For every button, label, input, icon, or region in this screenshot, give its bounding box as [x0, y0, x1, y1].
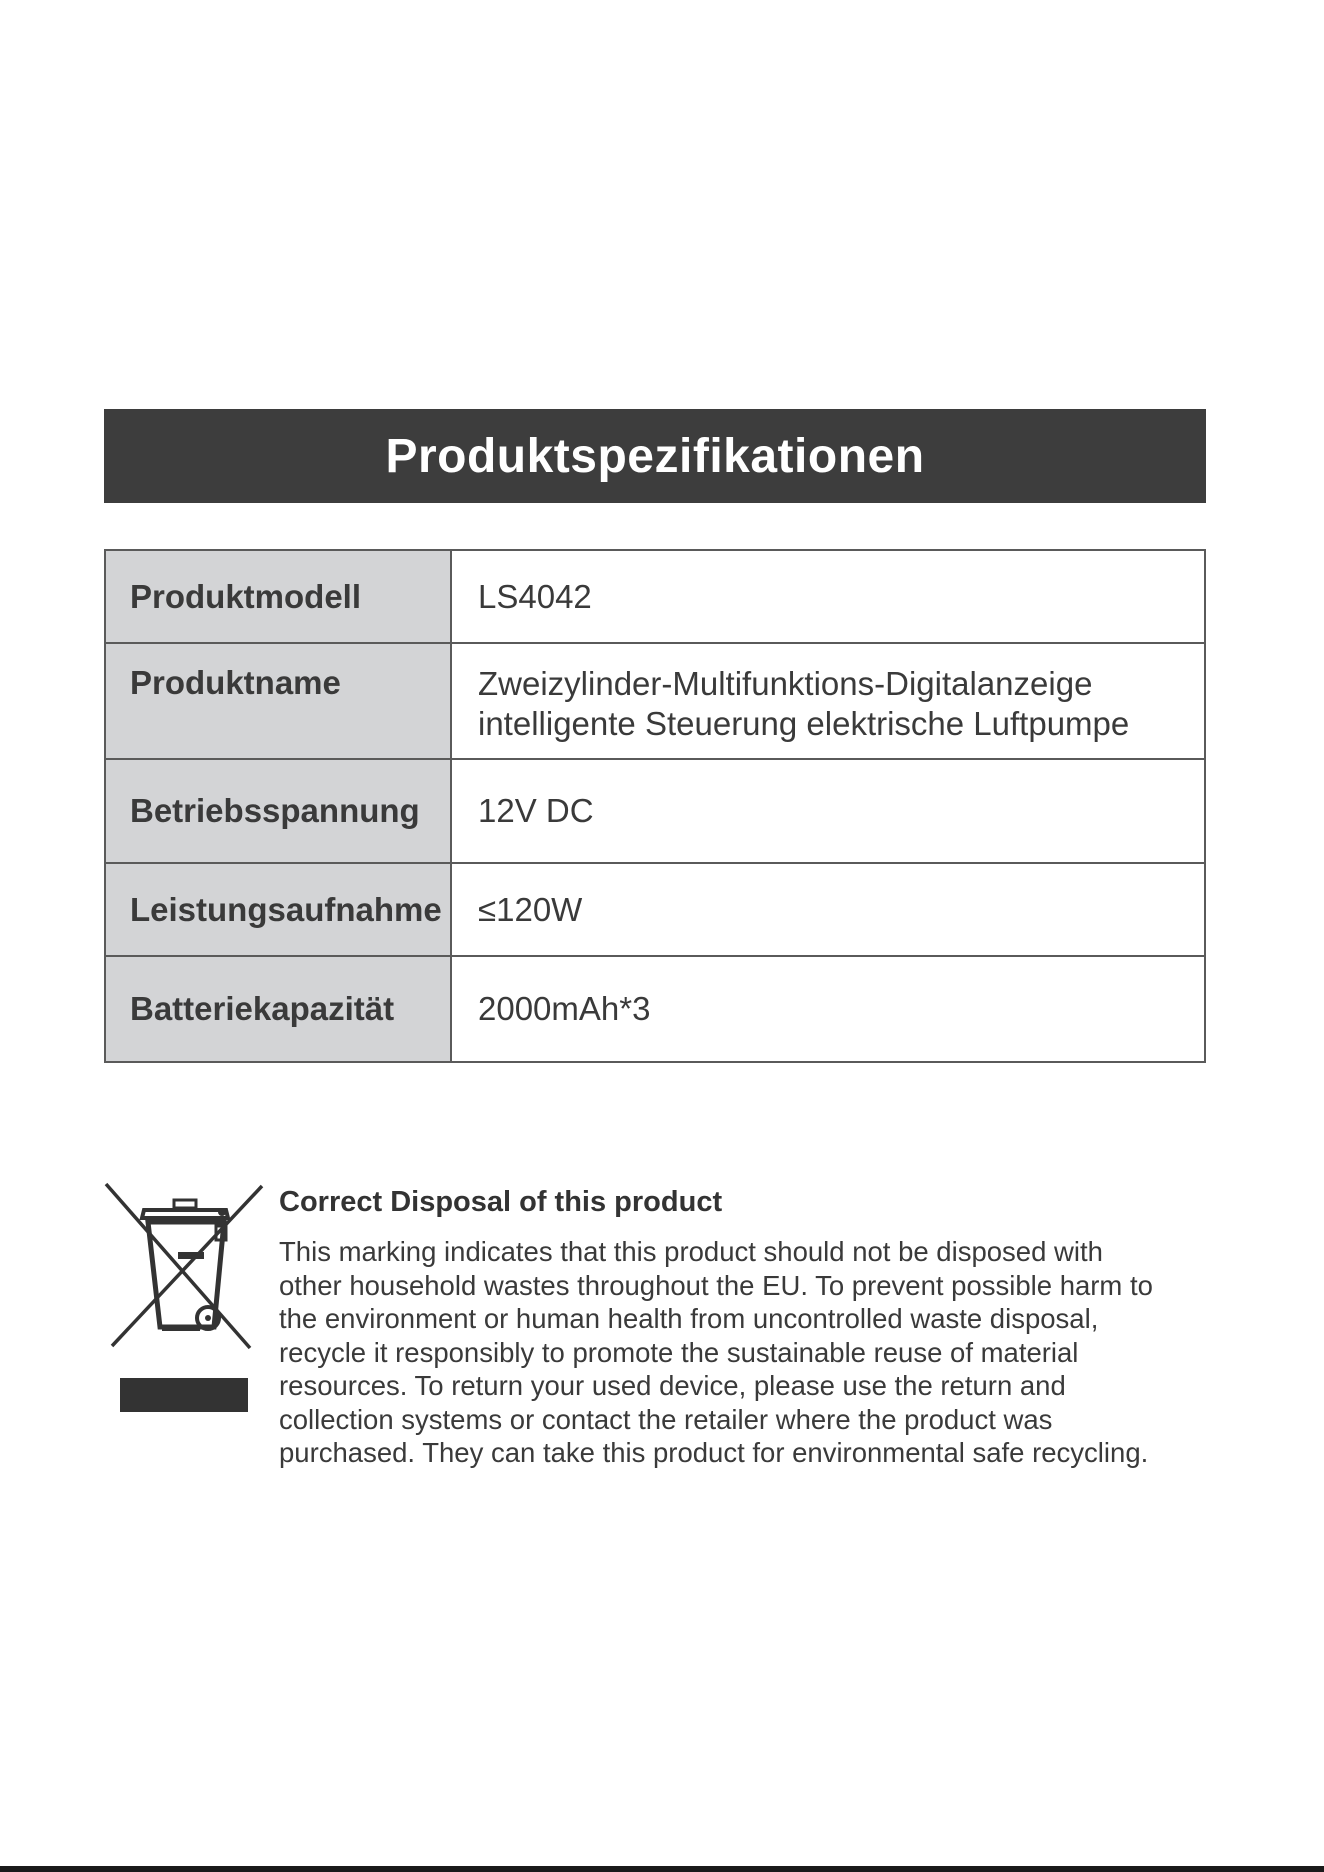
spec-value-line: intelligente Steuerung elektrische Luftpumpe — [478, 705, 1130, 742]
disposal-notice — [279, 1186, 1219, 1470]
spec-value — [451, 643, 1205, 759]
disposal-text-line: This marking indicates that this product should not be disposed with — [279, 1236, 1103, 1267]
table-row — [105, 956, 1205, 1062]
spec-label: Batteriekapazität — [105, 956, 451, 1062]
disposal-text-line: collection systems or contact the retailer where the product was — [279, 1403, 1053, 1435]
table-row — [105, 643, 1205, 759]
spec-title-bar — [104, 409, 1206, 503]
table-row — [105, 550, 1205, 643]
spec-value-line: 2000mAh*3 — [478, 990, 651, 1027]
spec-table — [104, 549, 1206, 1063]
bottom-border-strip — [0, 1866, 1324, 1872]
spec-value-line: 12V DC — [478, 792, 594, 829]
table-row — [105, 863, 1205, 956]
spec-label: Produktmodell — [105, 550, 451, 643]
spec-value — [451, 956, 1205, 1062]
spec-label: Betriebsspannung — [105, 759, 451, 863]
disposal-text-line: the environment or human health from uncontrolled waste disposal, — [279, 1303, 1099, 1334]
spec-value — [451, 550, 1205, 643]
disposal-text-line: recycle it responsibly to promote the sustainable reuse of material — [279, 1336, 1079, 1368]
disposal-text-line: other household wastes throughout the EU. To prevent possible harm to — [279, 1269, 1153, 1301]
table-row — [105, 759, 1205, 863]
disposal-text-line: resources. To return your used device, please use the return and — [279, 1370, 1066, 1401]
spec-value-line: LS4042 — [478, 577, 592, 615]
crossed-out-wheelie-bin-icon — [104, 1182, 264, 1412]
spec-value — [451, 863, 1205, 956]
disposal-text-line: purchased. They can take this product for environmental safe recycling. — [279, 1437, 1149, 1468]
spec-value-line: ≤120W — [478, 890, 583, 928]
spec-value — [451, 759, 1205, 863]
spec-value-line: Zweizylinder-Multifunktions-Digitalanzeige — [478, 665, 1093, 702]
spec-label: Produktname — [105, 643, 451, 759]
disposal-heading: Correct Disposal of this product — [279, 1186, 723, 1218]
spec-label: Leistungsaufnahme — [105, 863, 451, 956]
page-title: Produktspezifikationen — [385, 429, 925, 483]
